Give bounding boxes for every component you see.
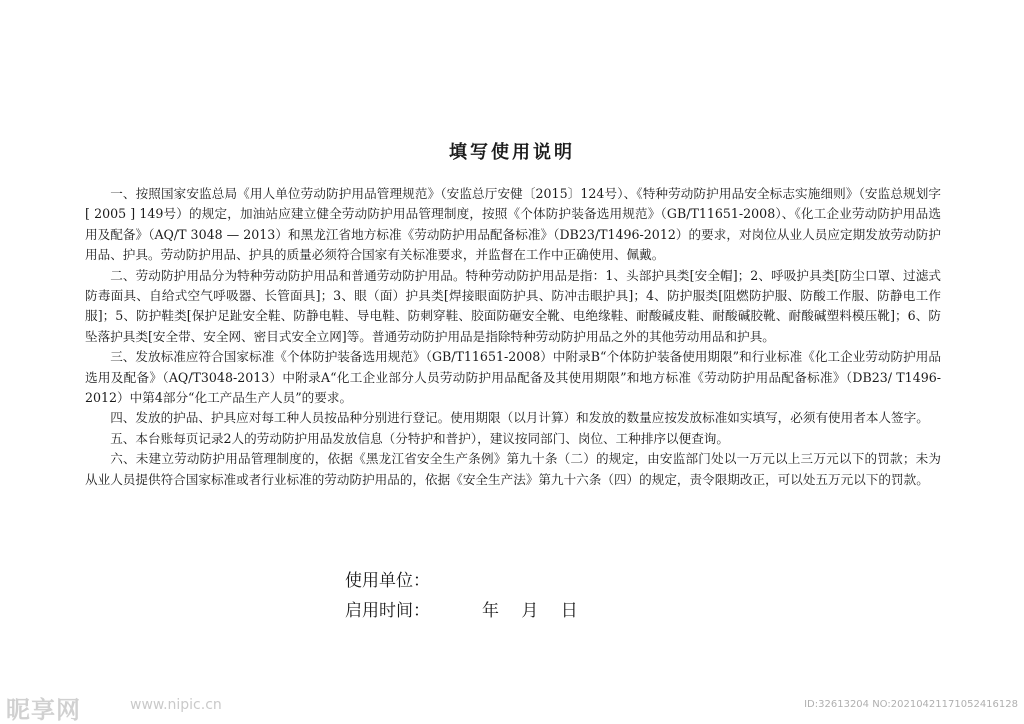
start-date-placeholder: 年 月 日 (482, 601, 578, 621)
unit-label: 使用单位： (345, 571, 430, 591)
unit-row (345, 566, 578, 596)
instruction-paragraph-2: 二、劳动防护用品分为特种劳动防护用品和普通劳动防护用品。特种劳动防护用品是指：1、头部护具类[安全帽]；2、呼吸护具类[防尘口罩、过滤式防毒面具、自给式空气呼吸器、长管面具]；3、眼（面）护具类[焊接眼面防护具、防冲击眼护具]；4、防护服类[阻燃防护服、防酸工作服、防静电工作服]；5、防护鞋类[保护足趾安全鞋、防静电鞋、导电鞋、防刺穿鞋、胶面防砸安全靴、电绝缘鞋、耐酸碱皮鞋、耐酸碱胶靴、耐酸碱塑料模压靴]；6、防坠落护具类[安全带、安全网、密目式安全立网]等。普通劳动防护用品是指除特种劳动防护用品之外的其他劳动用品和护具。 (85, 267, 941, 344)
watermark-id: ID:32613204 NO:20210421171052416128 (804, 699, 1018, 710)
signature-block (345, 566, 578, 626)
instruction-paragraph-4: 四、发放的护品、护具应对每工种人员按品种分别进行登记。使用期限（以月计算）和发放的数量应按发放标准如实填写，必须有使用者本人签字。 (110, 410, 929, 426)
instruction-paragraph-1: 一、按照国家安监总局《用人单位劳动防护用品管理规范》（安监总厅安健〔2015〕124号）、《特种劳动防护用品安全标志实施细则》（安监总规划字 [ 2005 ] 149号）的规定，加油站应建立健全劳动防护用品管理制度，按照《个体防护装备选用规范》（GB/T11651-2008）、《化工企业劳动防护用品选用及配备》（AQ/T 3048 — 2013）和黑龙江省地方标准《劳动防护用品配备标准》（DB23/T1496-2012）的要求，对岗位从业人员应定期发放劳动防护用品、护具。劳动防护用品、护具的质量必须符合国家有关标准要求，并监督在工作中正确使用、佩戴。 (85, 186, 941, 263)
start-date-row (345, 596, 578, 626)
page-title: 填写使用说明 (449, 142, 575, 163)
instruction-paragraph-5: 五、本台账每页记录2人的劳动防护用品发放信息（分特护和普护），建议按同部门、岗位、工种排序以便查询。 (110, 430, 729, 446)
instruction-paragraph-6: 六、未建立劳动防护用品管理制度的，依据《黑龙江省安全生产条例》第九十条（二）的规定，由安监部门处以一万元以上三万元以下的罚款；未为从业人员提供符合国家标准或者行业标准的劳动防护用品的，依据《安全生产法》第九十六条（四）的规定，责令限期改正，可以处五万元以下的罚款。 (85, 451, 941, 487)
instructions-body (85, 184, 941, 490)
start-date-label: 启用时间： (345, 601, 430, 621)
watermark-logo: 昵享网 (6, 696, 81, 724)
watermark-url: www.nipic.cn (130, 697, 222, 713)
instruction-paragraph-3: 三、发放标准应符合国家标准《个体防护装备选用规范》（GB/T11651-2008）中附录B“个体防护装备使用期限”和行业标准《化工企业劳动防护用品选用及配备》（AQ/T3048-2013）中附录A“化工企业部分人员劳动防护用品配备及其使用期限”和地方标准《劳动防护用品配备标准》（DB23/ T1496-2012）中第4部分“化工产品生产人员”的要求。 (85, 349, 941, 406)
